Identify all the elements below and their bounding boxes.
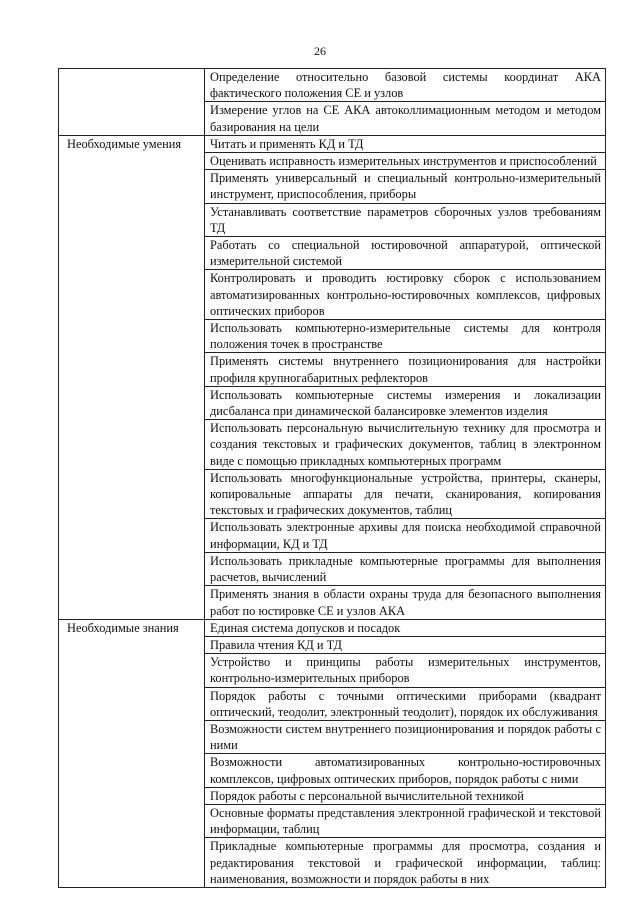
row-text: Работать со специальной юстировочной аппаратурой, оптической измерительной системой [205,237,606,270]
requirements-table-body [59,69,606,888]
row-text: Измерение углов на СЕ АКА автоколлимационным методом и методом базирования на цели [205,102,606,135]
page-number: 26 [314,44,326,58]
row-text: Определение относительно базовой системы координат АКА фактического положения СЕ и узлов [205,69,606,102]
row-text: Оценивать исправность измерительных инструментов и приспособлений [205,153,606,170]
requirements-table [58,68,606,888]
row-text: Использовать многофункциональные устройства, принтеры, сканеры, копировальные аппараты для печати, сканирования, копирования текстовых и графических документов, таблиц [205,469,606,519]
row-text: Использовать персональную вычислительную технику для просмотра и создания текстовых и графических документов, таблиц в электронном виде с помощью прикладных компьютерных программ [205,420,606,470]
row-text: Возможности систем внутреннего позиционирования и порядок работы с ними [205,720,606,753]
row-text: Порядок работы с персональной вычислительной техникой [205,787,606,804]
row-text: Устройство и принципы работы измерительных инструментов, контрольно-измерительных приборов [205,654,606,687]
section-label [59,69,205,136]
table-row [59,619,606,636]
row-text: Основные форматы представления электронной графической и текстовой информации, таблиц [205,804,606,837]
row-text: Прикладные компьютерные программы для просмотра, создания и редактирования текстовой и графической информации, таблиц: наименования, возможности и порядок работы в них [205,838,606,888]
row-text: Порядок работы с точными оптическими приборами (квадрант оптический, теодолит, электронный теодолит), порядок их обслуживания [205,687,606,720]
row-text: Использовать компьютерные системы измерения и локализации дисбаланса при динамической балансировке элементов изделия [205,386,606,419]
row-text: Правила чтения КД и ТД [205,636,606,653]
row-text: Единая система допусков и посадок [205,619,606,636]
row-text: Применять знания в области охраны труда для безопасного выполнения работ по юстировке СЕ и узлов АКА [205,586,606,619]
section-label: Необходимые знания [59,619,205,887]
row-text: Использовать прикладные компьютерные программы для выполнения расчетов, вычислений [205,552,606,585]
row-text: Контролировать и проводить юстировку сборок с использованием автоматизированных контрольно-юстировочных комплексов, цифровых оптических приборов [205,270,606,320]
row-text: Использовать компьютерно-измерительные системы для контроля положения точек в пространстве [205,320,606,353]
row-text: Читать и применять КД и ТД [205,135,606,152]
row-text: Применять универсальный и специальный контрольно-измерительный инструмент, приспособления, приборы [205,170,606,203]
section-label: Необходимые умения [59,135,205,619]
row-text: Использовать электронные архивы для поиска необходимой справочной информации, КД и ТД [205,519,606,552]
row-text: Применять системы внутреннего позиционирования для настройки профиля крупногабаритных рефлекторов [205,353,606,386]
table-row [59,69,606,102]
table-row [59,135,606,152]
row-text: Устанавливать соответствие параметров сборочных узлов требованиям ТД [205,203,606,236]
row-text: Возможности автоматизированных контрольно-юстировочных комплексов, цифровых оптических приборов, порядок работы с ними [205,754,606,787]
